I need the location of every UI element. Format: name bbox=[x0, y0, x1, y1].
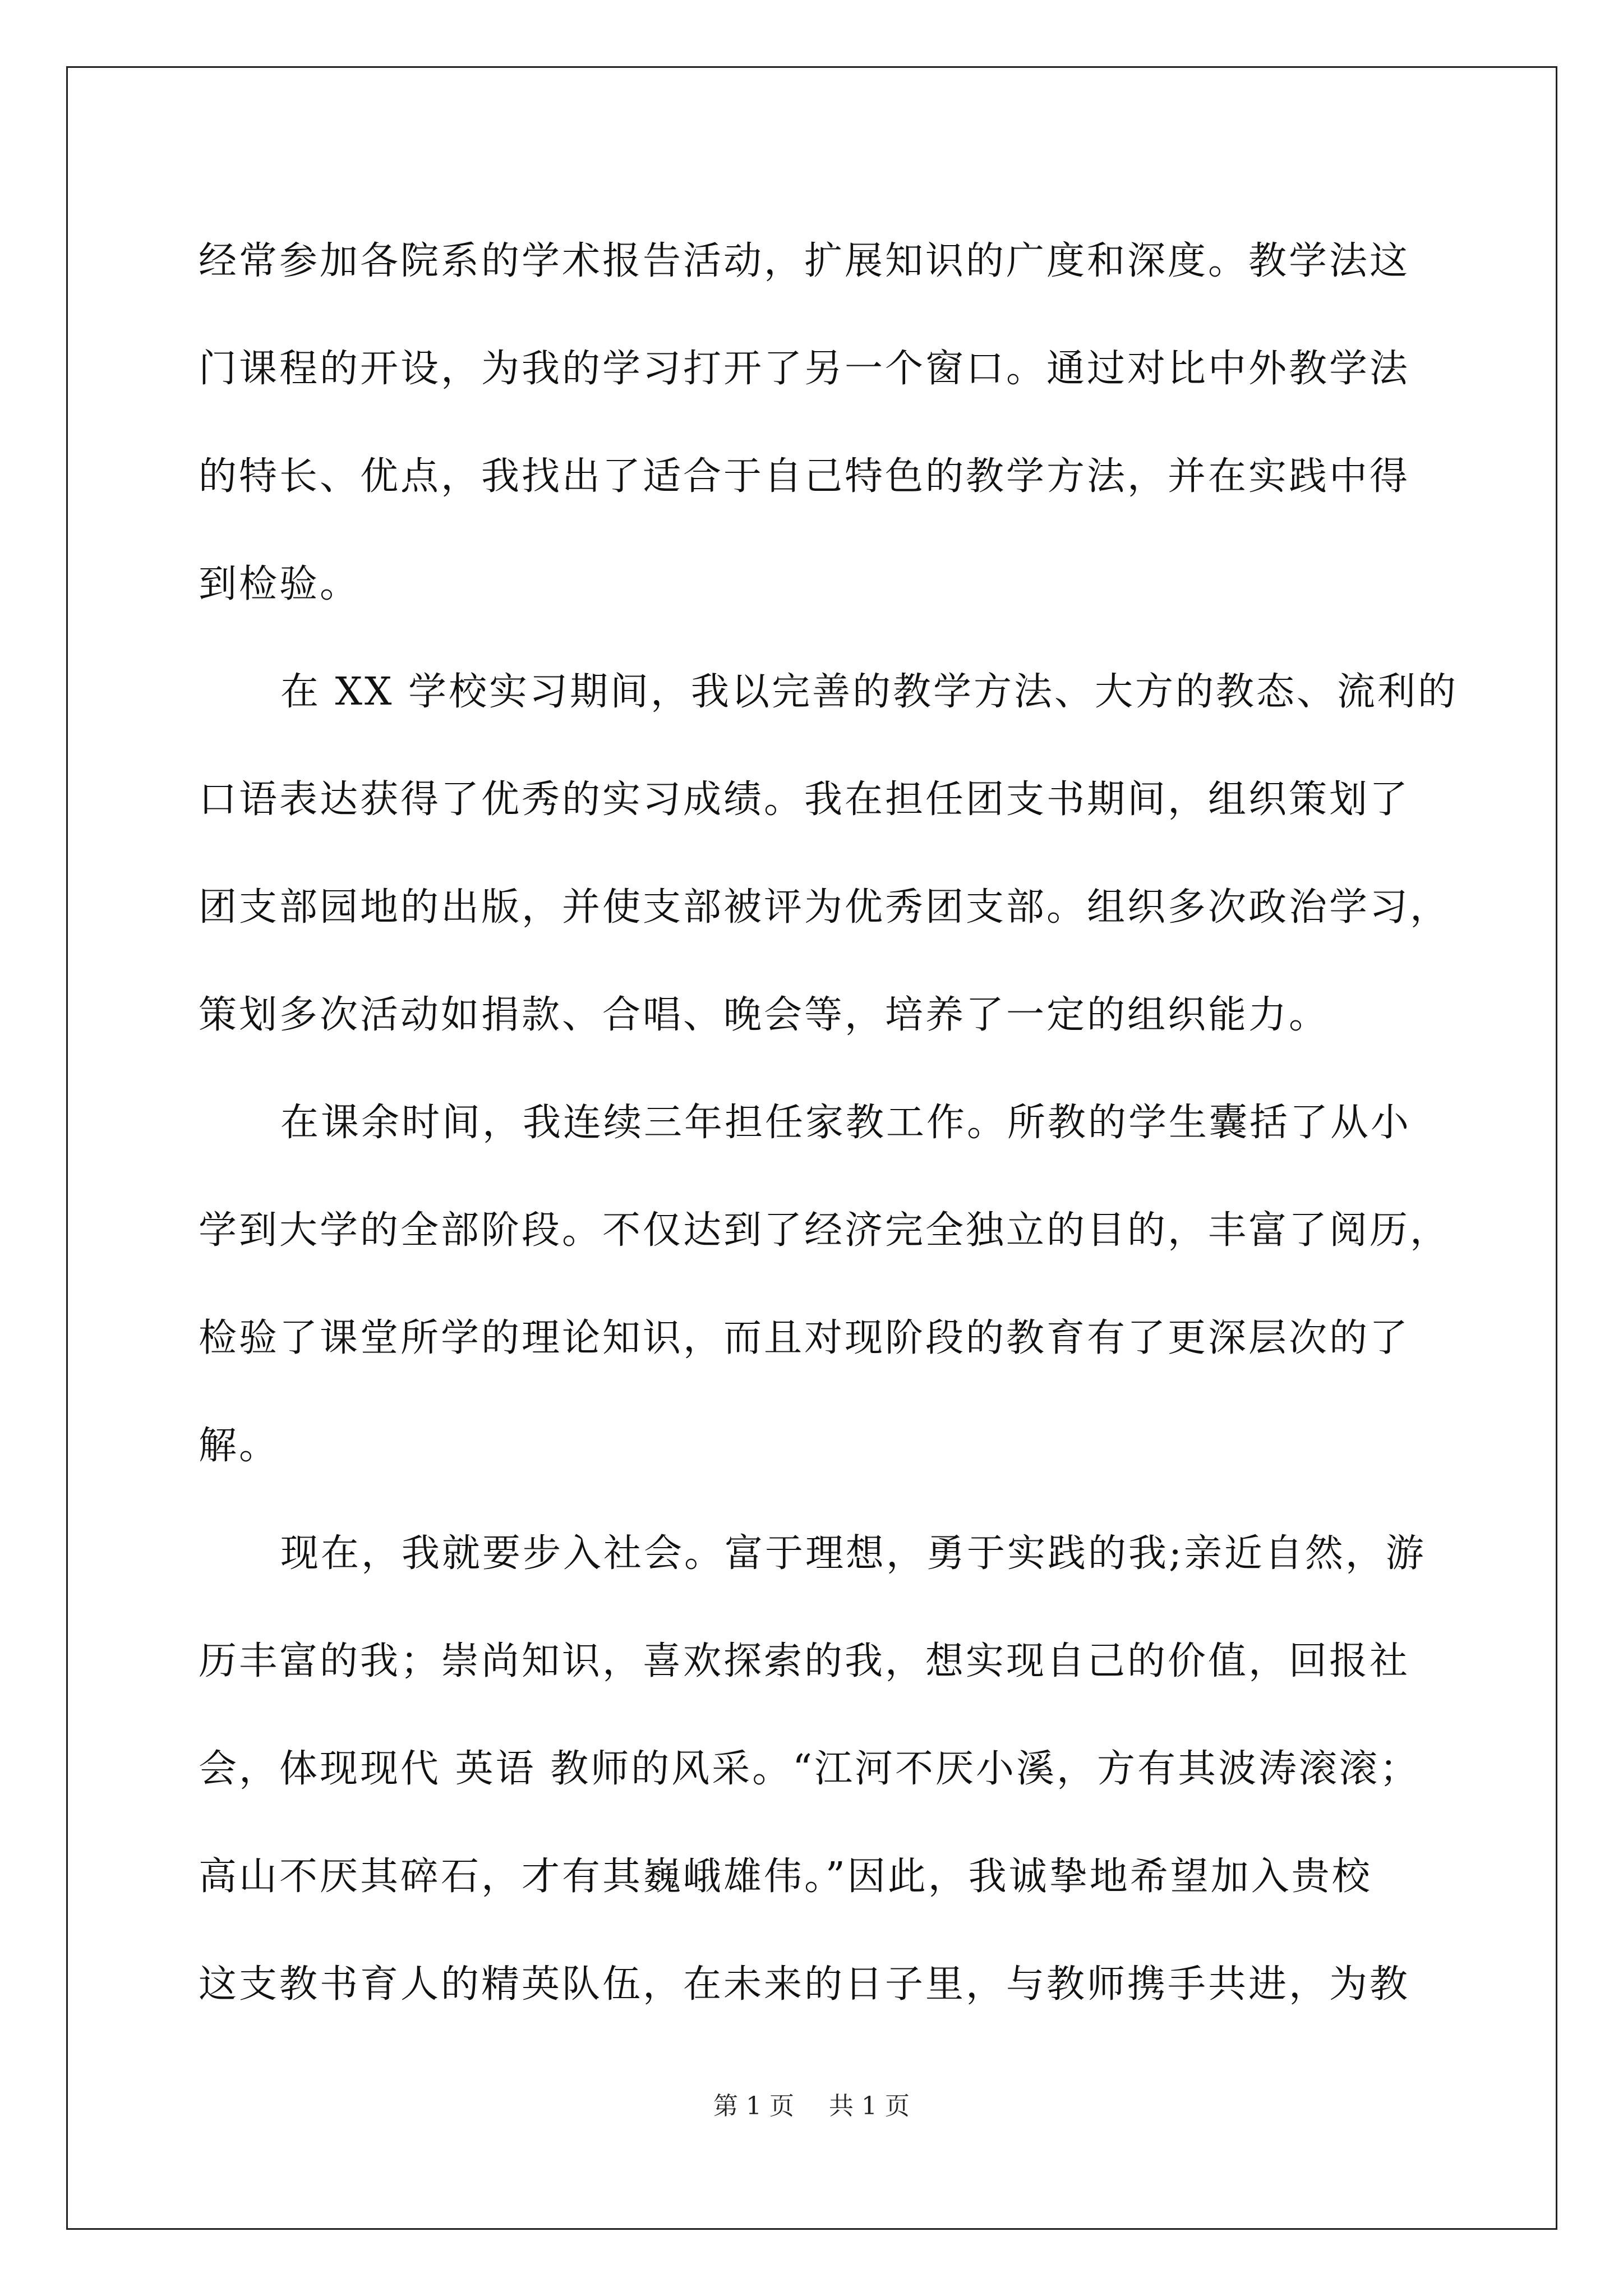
text-line: 检验了课堂所学的理论知识，而且对现阶段的教育有了更深层次的了 bbox=[199, 1316, 1410, 1360]
text-line: 现在，我就要步入社会。富于理想，勇于实践的我;亲近自然，游 bbox=[280, 1531, 1426, 1576]
text-line: 口语表达获得了优秀的实习成绩。我在担任团支书期间，组织策划了 bbox=[199, 777, 1410, 822]
page-total: 共 1 页 bbox=[829, 2092, 910, 2120]
text-line: 这支教书育人的精英队伍，在未来的日子里，与教师携手共进，为教 bbox=[199, 1962, 1410, 2007]
text-line: 团支部园地的出版，并使支部被评为优秀团支部。组织多次政治学习， bbox=[199, 885, 1451, 930]
text-line: 在课余时间，我连续三年担任家教工作。所教的学生囊括了从小 bbox=[280, 1101, 1412, 1145]
page-footer bbox=[0, 2090, 1623, 2123]
text-line: 高山不厌其碎石，才有其巍峨雄伟。”因此，我诚挚地希望加入贵校 bbox=[199, 1855, 1372, 1899]
page-number: 第 1 页 bbox=[713, 2092, 794, 2120]
text-line: 的特长、优点，我找出了适合于自己特色的教学方法，并在实践中得 bbox=[199, 454, 1410, 499]
text-line: 门课程的开设，为我的学习打开了另一个窗口。通过对比中外教学法 bbox=[199, 347, 1410, 391]
text-line: 会，体现现代 英语 教师的风采。“江河不厌小溪，方有其波涛滚滚； bbox=[199, 1747, 1420, 1791]
text-line: 策划多次活动如捐款、合唱、晚会等，培养了一定的组织能力。 bbox=[199, 993, 1330, 1037]
text-line: 解。 bbox=[199, 1424, 280, 1468]
text-line: 在 XX 学校实习期间，我以完善的教学方法、大方的教态、流利的 bbox=[280, 670, 1459, 714]
text-line: 到检验。 bbox=[199, 562, 361, 606]
text-line: 历丰富的我；崇尚知识，喜欢探索的我，想实现自己的价值，回报社 bbox=[199, 1639, 1410, 1683]
text-line: 经常参加各院系的学术报告活动，扩展知识的广度和深度。教学法这 bbox=[199, 239, 1410, 283]
document-body bbox=[199, 208, 1459, 2039]
text-line: 学到大学的全部阶段。不仅达到了经济完全独立的目的，丰富了阅历， bbox=[199, 1208, 1451, 1253]
